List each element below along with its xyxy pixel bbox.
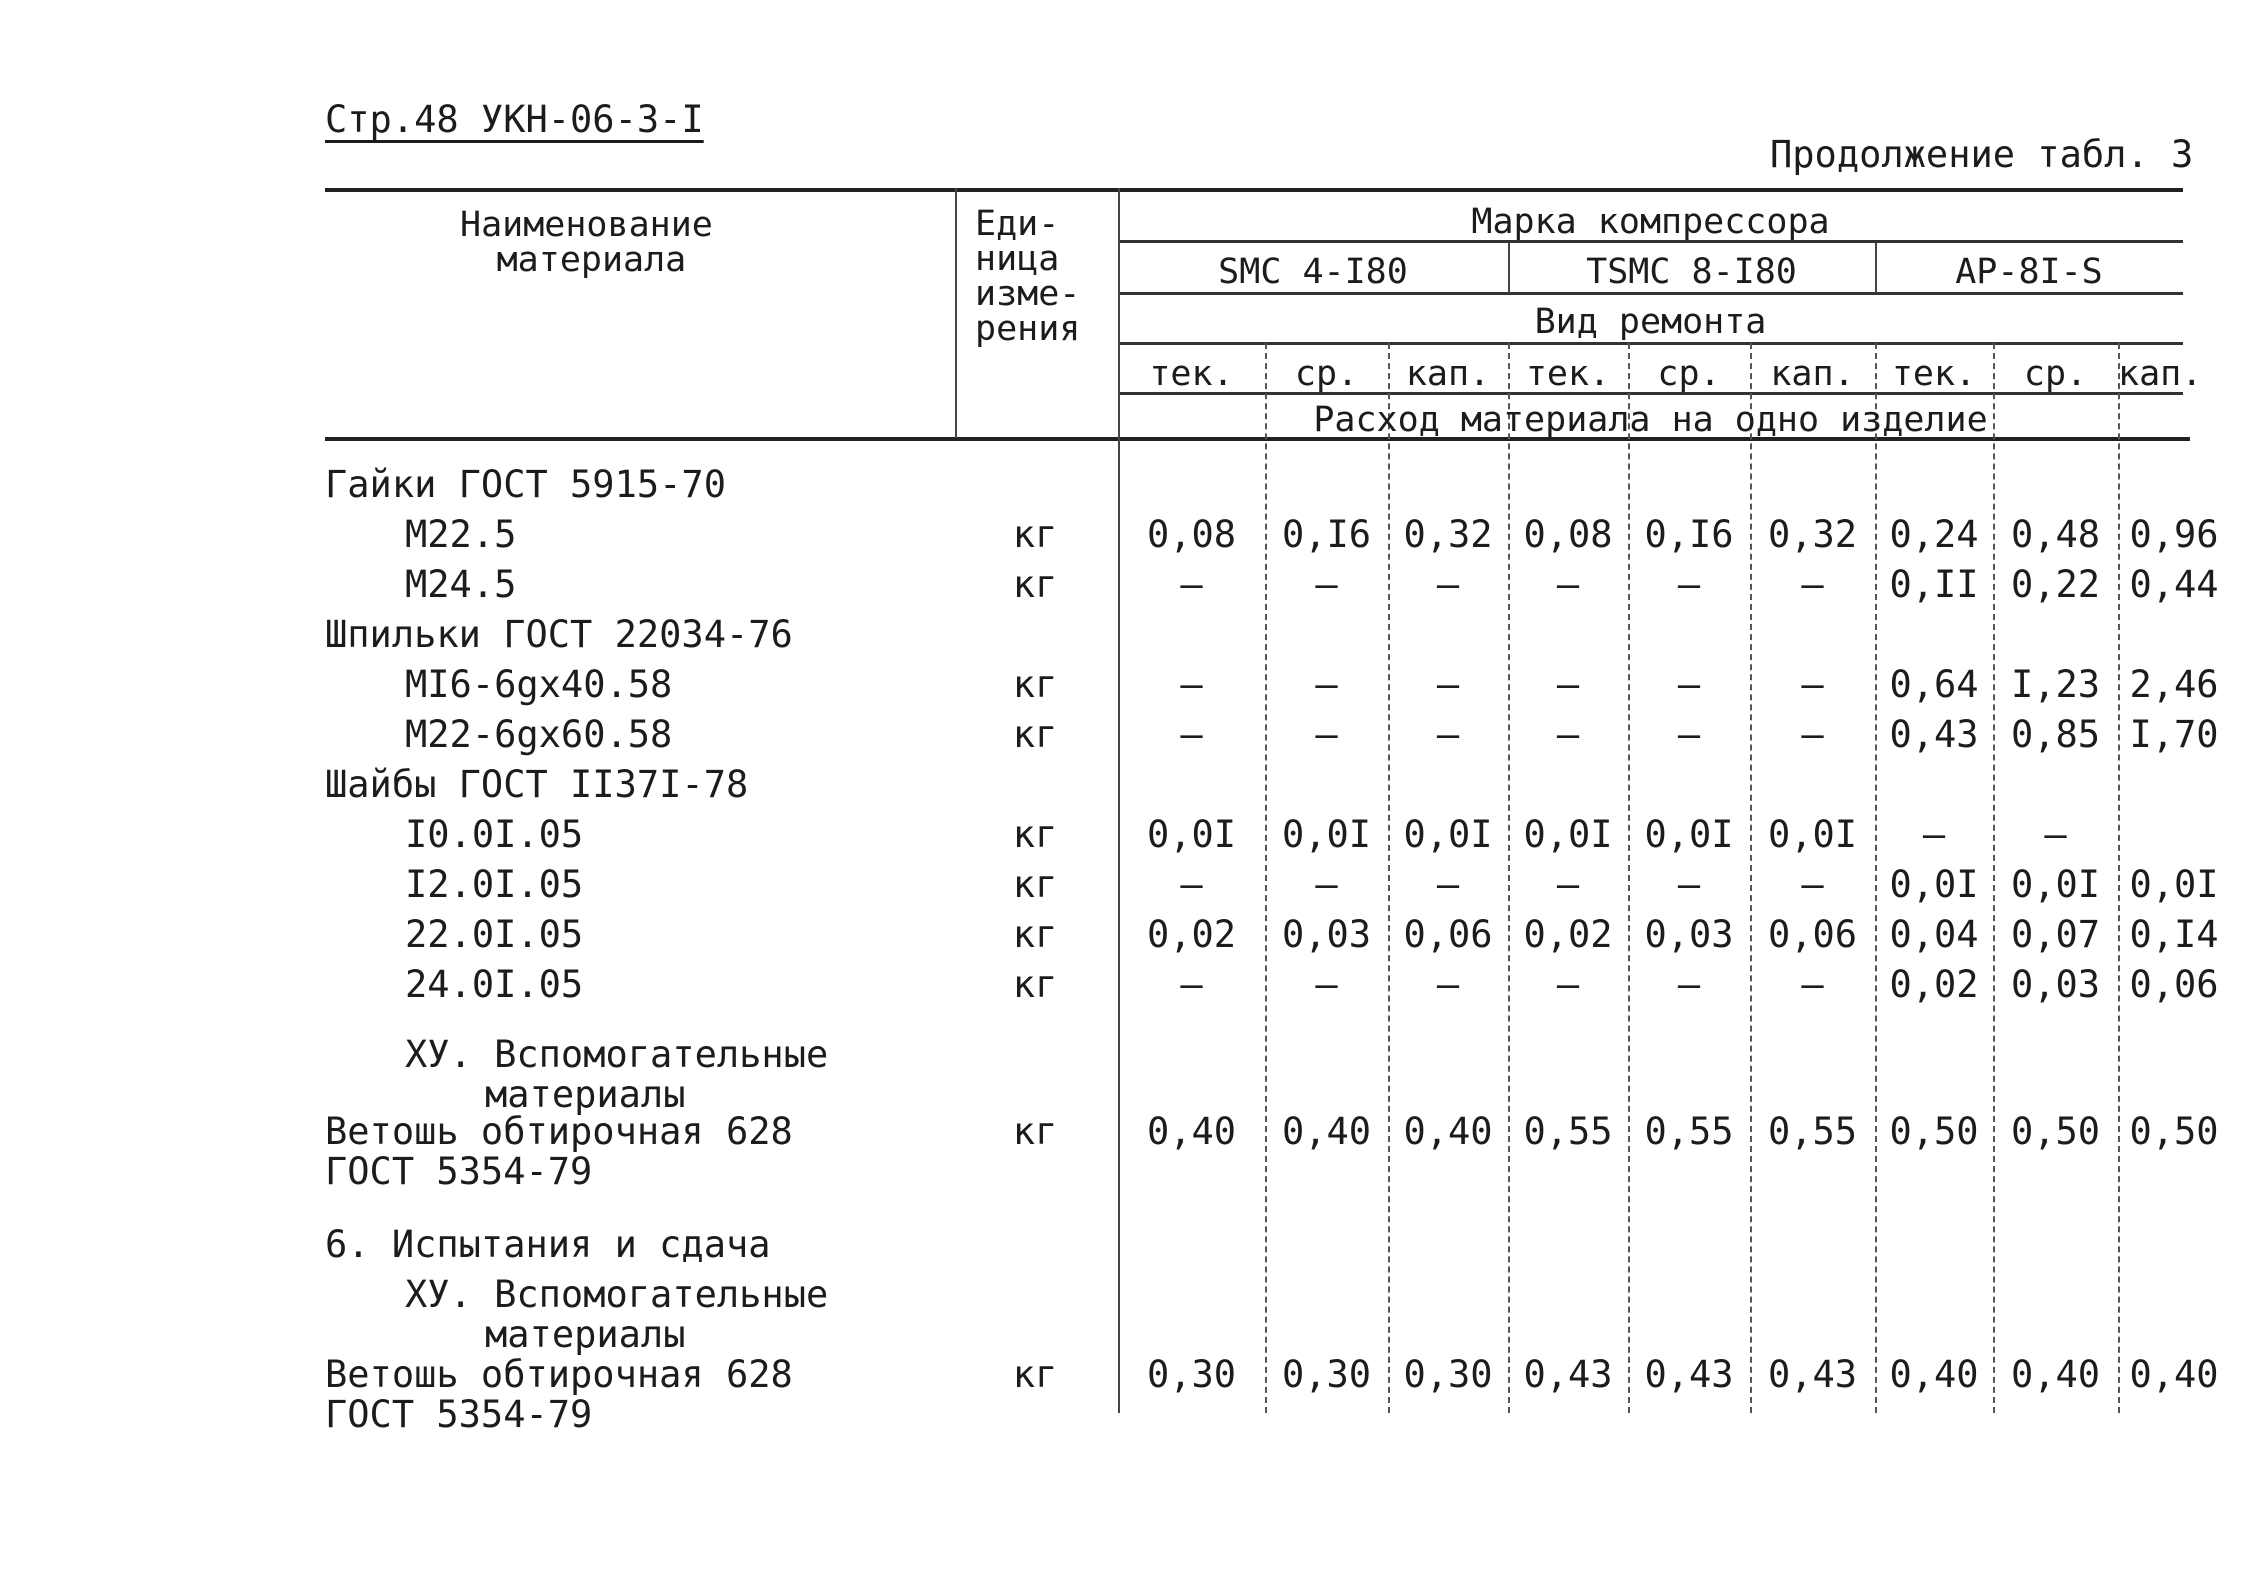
unit-cell: кг bbox=[1012, 963, 1058, 1006]
value-cell: 0,0I bbox=[1523, 813, 1613, 856]
value-cell: 0,02 bbox=[1889, 963, 1979, 1006]
value-cell: 0,08 bbox=[1523, 513, 1613, 556]
value-cell: 0,30 bbox=[1146, 1353, 1237, 1396]
unit-cell: кг bbox=[1012, 913, 1058, 956]
value-cell: 0,40 bbox=[2129, 1353, 2219, 1396]
unit-cell: кг bbox=[1012, 713, 1058, 756]
repair-title: Вид ремонта bbox=[1534, 302, 1767, 342]
value-cell: I,23 bbox=[2010, 663, 2101, 706]
material-name: Гайки ГОСТ 5915-70 bbox=[325, 463, 726, 506]
value-cell: – bbox=[1180, 863, 1203, 906]
material-name: Шайбы ГОСТ II37I-78 bbox=[325, 763, 749, 806]
value-cell: – bbox=[1677, 963, 1701, 1006]
unit-cell: кг bbox=[1012, 663, 1058, 706]
value-cell: – bbox=[1801, 863, 1824, 906]
value-cell: 0,85 bbox=[2010, 713, 2101, 756]
value-cell: – bbox=[1677, 863, 1701, 906]
value-cell: 0,44 bbox=[2129, 563, 2219, 606]
consumption-title: Расход материала на одно изделие bbox=[1313, 400, 1988, 440]
brand-ap: AP-8I-S bbox=[1955, 252, 2103, 292]
value-cell: 0,22 bbox=[2010, 563, 2101, 606]
value-cell: 2,46 bbox=[2129, 663, 2219, 706]
material-name: M24.5 bbox=[405, 563, 517, 606]
value-cell: 0,50 bbox=[2010, 1110, 2101, 1153]
repair-rule bbox=[1118, 292, 2183, 295]
value-cell: – bbox=[2044, 813, 2067, 856]
material-name: ХУ. Вспомогательные материалы bbox=[405, 1033, 829, 1116]
value-cell: 0,43 bbox=[1644, 1353, 1734, 1396]
value-cell: 0,0I bbox=[1403, 813, 1493, 856]
repair-type-rule bbox=[1118, 342, 2183, 345]
value-cell: – bbox=[1180, 563, 1203, 606]
value-cell: – bbox=[1556, 563, 1580, 606]
material-name: M22-6gx60.58 bbox=[405, 713, 673, 756]
value-cell: – bbox=[1315, 963, 1338, 1006]
material-name: 22.0I.05 bbox=[405, 913, 584, 956]
value-cell: – bbox=[1677, 713, 1701, 756]
value-cell: 0,I4 bbox=[2129, 913, 2219, 956]
value-cell: – bbox=[1801, 713, 1824, 756]
value-cell: 0,02 bbox=[1146, 913, 1237, 956]
value-cell: 0,55 bbox=[1644, 1110, 1734, 1153]
table-top-rule bbox=[325, 188, 2183, 192]
value-cell: 0,I6 bbox=[1644, 513, 1734, 556]
value-cell: – bbox=[1315, 713, 1338, 756]
value-cell: 0,40 bbox=[1403, 1110, 1493, 1153]
table-continuation-label: Продолжение табл. 3 bbox=[1770, 133, 2194, 176]
name-col-header: Наименование материала bbox=[460, 205, 713, 280]
value-cell: 0,48 bbox=[2010, 513, 2101, 556]
material-name: 6. Испытания и сдача bbox=[325, 1223, 771, 1266]
repair-type: кап. bbox=[1405, 354, 1491, 394]
value-cell: 0,03 bbox=[1281, 913, 1372, 956]
value-cell: – bbox=[1315, 563, 1338, 606]
value-cell: 0,0I bbox=[2129, 863, 2219, 906]
value-cell: 0,30 bbox=[1281, 1353, 1372, 1396]
value-cell: 0,30 bbox=[1403, 1353, 1493, 1396]
value-cell: 0,96 bbox=[2129, 513, 2219, 556]
value-cell: – bbox=[1180, 663, 1203, 706]
value-cell: – bbox=[1556, 863, 1580, 906]
material-name: I2.0I.05 bbox=[405, 863, 584, 906]
value-cell: 0,06 bbox=[1767, 913, 1858, 956]
unit-cell: кг bbox=[1012, 563, 1058, 606]
value-cell: 0,0I bbox=[2010, 863, 2101, 906]
repair-type: кап. bbox=[1770, 354, 1855, 394]
value-cell: 0,32 bbox=[1403, 513, 1493, 556]
value-cell: – bbox=[1801, 663, 1824, 706]
value-cell: 0,24 bbox=[1889, 513, 1979, 556]
value-cell: 0,0I bbox=[1146, 813, 1237, 856]
value-cell: – bbox=[1556, 663, 1580, 706]
name-unit-divider bbox=[955, 188, 957, 438]
page-header: Стр.48 УКН-06-3-I bbox=[325, 98, 704, 141]
value-cell: 0,03 bbox=[2010, 963, 2101, 1006]
material-name: ХУ. Вспомогательные материалы bbox=[405, 1273, 829, 1356]
repair-type: ср. bbox=[1294, 354, 1359, 394]
value-cell: 0,II bbox=[1889, 563, 1979, 606]
material-name: Ветошь обтирочная 628 ГОСТ 5354-79 bbox=[325, 1110, 793, 1193]
value-cell: 0,02 bbox=[1523, 913, 1613, 956]
material-name: MI6-6gx40.58 bbox=[405, 663, 673, 706]
value-cell: – bbox=[1436, 563, 1460, 606]
value-cell: – bbox=[1180, 963, 1203, 1006]
value-cell: – bbox=[1677, 663, 1701, 706]
repair-type: тек. bbox=[1525, 354, 1611, 394]
value-cell: – bbox=[1180, 713, 1203, 756]
material-name: Шпильки ГОСТ 22034-76 bbox=[325, 613, 793, 656]
value-cell: – bbox=[1436, 963, 1460, 1006]
value-cell: 0,43 bbox=[1889, 713, 1979, 756]
value-cell: 0,40 bbox=[1889, 1353, 1979, 1396]
repair-type: ср. bbox=[1657, 354, 1721, 394]
value-cell: 0,06 bbox=[1403, 913, 1493, 956]
value-cell: – bbox=[1801, 563, 1824, 606]
value-cell: – bbox=[1436, 663, 1460, 706]
value-cell: 0,06 bbox=[2129, 963, 2219, 1006]
value-cell: – bbox=[1677, 563, 1701, 606]
value-cell: 0,50 bbox=[2129, 1110, 2219, 1153]
value-cell: 0,32 bbox=[1767, 513, 1858, 556]
unit-cell: кг bbox=[1012, 513, 1058, 556]
value-cell: – bbox=[1436, 713, 1460, 756]
material-name: M22.5 bbox=[405, 513, 517, 556]
brand-title: Марка компрессора bbox=[1471, 202, 1830, 242]
value-cell: I,70 bbox=[2129, 713, 2219, 756]
value-cell: – bbox=[1556, 963, 1580, 1006]
unit-cell: кг bbox=[1012, 813, 1058, 856]
value-cell: 0,07 bbox=[2010, 913, 2101, 956]
value-cell: 0,64 bbox=[1889, 663, 1979, 706]
value-cell: 0,04 bbox=[1889, 913, 1979, 956]
value-cell: 0,43 bbox=[1767, 1353, 1858, 1396]
material-name: 24.0I.05 bbox=[405, 963, 584, 1006]
repair-type: ср. bbox=[2023, 354, 2088, 394]
value-cell: 0,0I bbox=[1281, 813, 1372, 856]
repair-type: тек. bbox=[1149, 354, 1234, 394]
value-cell: 0,08 bbox=[1146, 513, 1237, 556]
value-cell: 0,40 bbox=[1146, 1110, 1237, 1153]
unit-col-header: Еди- ница изме- рения bbox=[975, 204, 1081, 349]
value-cell: 0,40 bbox=[2010, 1353, 2101, 1396]
brand-tsmc: TSMC 8-I80 bbox=[1586, 252, 1797, 292]
brand-smc: SMC 4-I80 bbox=[1218, 252, 1408, 292]
repair-type: тек. bbox=[1891, 354, 1977, 394]
value-cell: 0,0I bbox=[1644, 813, 1734, 856]
value-cell: 0,0I bbox=[1889, 863, 1979, 906]
value-cell: 0,55 bbox=[1767, 1110, 1858, 1153]
repair-type: кап. bbox=[2118, 354, 2203, 394]
value-cell: 0,50 bbox=[1889, 1110, 1979, 1153]
value-cell: 0,43 bbox=[1523, 1353, 1613, 1396]
value-cell: – bbox=[1922, 813, 1946, 856]
value-cell: – bbox=[1315, 663, 1338, 706]
value-cell: 0,03 bbox=[1644, 913, 1734, 956]
unit-cell: кг bbox=[1012, 1353, 1058, 1396]
value-cell: 0,0I bbox=[1767, 813, 1858, 856]
value-cell: – bbox=[1315, 863, 1338, 906]
value-cell: – bbox=[1556, 713, 1580, 756]
value-cell: 0,55 bbox=[1523, 1110, 1613, 1153]
unit-cell: кг bbox=[1012, 1110, 1058, 1153]
value-cell: – bbox=[1436, 863, 1460, 906]
value-cell: 0,40 bbox=[1281, 1110, 1372, 1153]
material-name: Ветошь обтирочная 628 ГОСТ 5354-79 bbox=[325, 1353, 793, 1436]
material-name: I0.0I.05 bbox=[405, 813, 584, 856]
value-cell: 0,I6 bbox=[1281, 513, 1372, 556]
value-cell: – bbox=[1801, 963, 1824, 1006]
unit-cell: кг bbox=[1012, 863, 1058, 906]
